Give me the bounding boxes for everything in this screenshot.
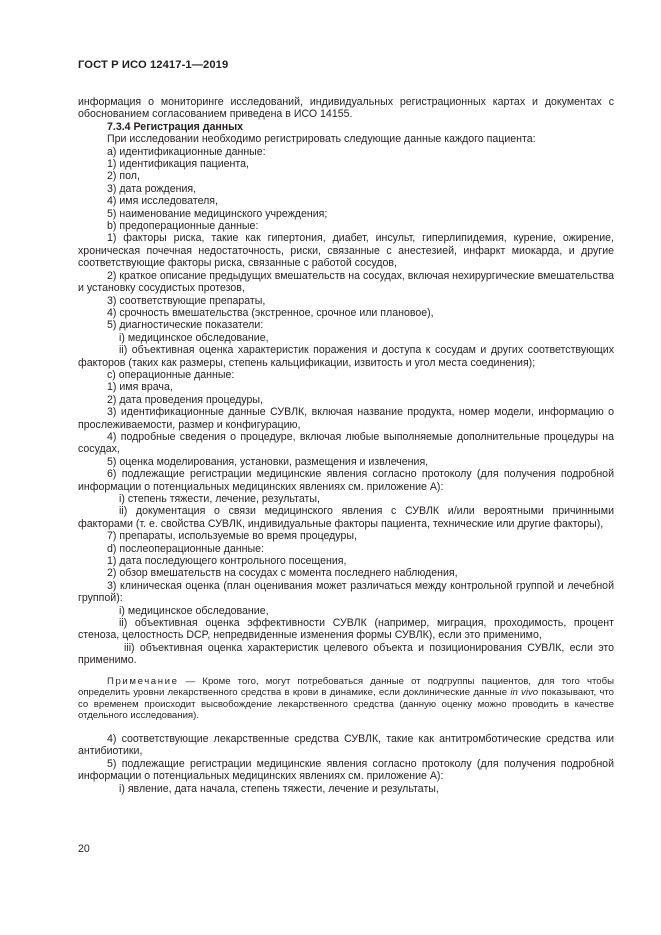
list-item: 3) идентификационные данные СУВЛК, включая название продукта, номер модели, информацию о прослеживаемости, размер и конфигурацию, — [78, 406, 614, 431]
list-item: c) операционные данные: — [107, 368, 235, 381]
note-label: Примечание — [107, 675, 179, 687]
list-item: 6) подлежащие регистрации медицинские явления согласно протоколу (для получения подробной информации о потенциальных медицинских явлениях см. приложение А): — [78, 468, 614, 493]
list-item: 5) наименование медицинского учреждения; — [107, 207, 328, 220]
list-item: ii) документация о связи медицинского явления с СУВЛК и/или вероятными причинными факторами (т. е. свойства СУВЛК, индивидуальные факторы пациента, технические или другие факторы), — [78, 505, 614, 530]
list-item: 3) соответствующие препараты, — [107, 294, 266, 307]
list-item: d) послеоперационные данные: — [107, 542, 264, 555]
note-text-end: показывают, что со временем происходит высвобождение лекарственного средства (данную оценку можно проводить в качестве отдельного исследования). — [78, 687, 614, 722]
list-item: 4) срочность вмешательства (экстренное, срочное или плановое), — [107, 306, 434, 319]
paragraph: информация о мониторинге исследований, индивидуальных регистрационных картах и документах с обоснованием согласованием приведена в ИСО 14155. — [78, 96, 614, 121]
list-item: 1) идентификация пациента, — [107, 158, 249, 171]
note-italic: in vivo — [510, 687, 539, 699]
list-item: 3) клиническая оценка (план оценивания может различаться между контрольной группой и лечебной группой): — [78, 579, 614, 605]
list-item: b) предоперационные данные: — [107, 220, 259, 233]
list-item: 5) оценка моделирования, установки, размещения и извлечения, — [107, 455, 429, 468]
section-heading: 7.3.4 Регистрация данных — [107, 120, 244, 133]
list-item: 1) факторы риска, такие как гипертония, диабет, инсульт, гиперлипидемия, курение, ожирение, хроническая почечная недостаточность, риски, связанные с анестезией, инфаркт миокарда, и другие соответствующие факторы риска, связанные с работой сосудов, — [78, 232, 614, 270]
list-item: 4) подробные сведения о процедуре, включая любые выполняемые дополнительные процедуры на сосудах, — [78, 430, 614, 456]
list-item: 2) дата проведения процедуры, — [107, 393, 263, 406]
list-item: 5) диагностические показатели: — [107, 319, 264, 332]
list-item: 3) дата рождения, — [107, 182, 197, 195]
list-item: 5) подлежащие регистрации медицинские явления согласно протоколу (для получения подробной информации о потенциальных медицинских явлениях см. приложение А): — [78, 757, 614, 783]
list-item: i) медицинское обследование, — [119, 604, 269, 617]
list-item: 1) имя врача, — [107, 381, 173, 394]
list-item: i) степень тяжести, лечение, результаты, — [119, 493, 320, 505]
list-item: 2) обзор вмешательств на сосудах с момента последнего наблюдения, — [107, 567, 458, 580]
list-item: ii) объективная оценка эффективности СУВЛК (например, миграция, проходимость, процент стеноза, целостность DCP, непредвиденные изменения формы СУВЛК), если это применимо, — [78, 617, 614, 642]
list-item: 2) краткое описание предыдущих вмешательств на сосудах, включая нехирургические вмешательства и установку сосудистых протезов, — [78, 269, 614, 295]
document-header: ГОСТ Р ИСО 12417-1—2019 — [78, 59, 229, 71]
note — [78, 676, 614, 722]
list-item: a) идентификационные данные: — [107, 145, 266, 158]
note-text: — Кроме того, могут потребоваться данные от подгруппы пациентов, для того чтобы определить уровни лекарственного средства в крови в динамике, если доклинические данные — [78, 675, 614, 699]
list-item: 7) препараты, используемые во время процедуры, — [107, 530, 357, 543]
list-item: ii) объективная оценка характеристик поражения и доступа к сосудам и других соответствующих факторов (таких как размеры, степень кальцификации, извитость и угол места соединения); — [78, 344, 614, 369]
document-body — [78, 96, 614, 795]
paragraph: При исследовании необходимо регистрировать следующие данные каждого пациента: — [107, 133, 536, 146]
list-item: 2) пол, — [107, 170, 140, 183]
list-item: iii) объективная оценка характеристик целевого объекта и позиционирования СУВЛК, если это применимо. — [78, 641, 614, 667]
list-item: i) явление, дата начала, степень тяжести, лечение и результаты, — [119, 782, 439, 795]
list-item: 4) имя исследователя, — [107, 195, 218, 208]
page-number: 20 — [78, 843, 90, 855]
list-item: 1) дата последующего контрольного посещения, — [107, 555, 347, 568]
list-item: 4) соответствующие лекарственные средства СУВЛК, такие как антитромботические средства или антибиотики, — [78, 733, 614, 758]
list-item: i) медицинское обследование, — [119, 331, 269, 344]
